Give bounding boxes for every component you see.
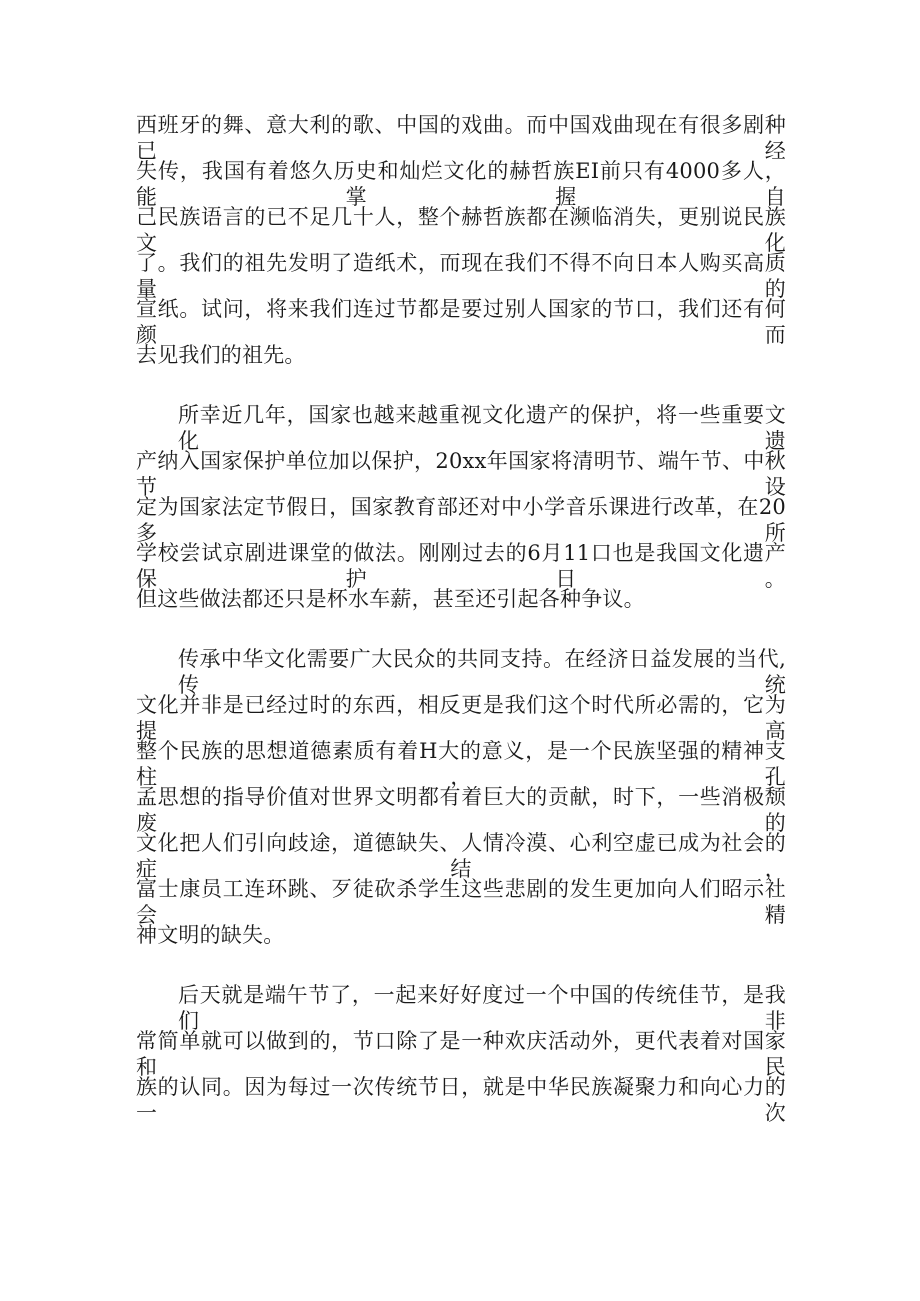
text-line: 文化把人们引向歧途，道德缺失、人情冷漠、心利空虚已成为社会的症结， — [136, 831, 786, 881]
text-line: 富士康员工连环跳、歹徒砍杀学生这些悲剧的发生更加向人们昭示社会精 — [136, 877, 786, 927]
text-line: 文化并非是已经过时的东西，相反更是我们这个时代所必需的，它为提高 — [136, 693, 786, 743]
paragraph-4 — [136, 982, 786, 1125]
text-line: 族的认同。因为每过一次传统节日，就是中华民族凝聚力和向心力的一次 — [136, 1075, 786, 1125]
text-line: 宣纸。试问，将来我们连过节都是要过别人国家的节口，我们还有何颜而 — [136, 297, 786, 347]
text-line: 己民族语言的已不足几十人，整个赫哲族都在濒临消失，更别说民族文化 — [136, 205, 786, 255]
text-line: 后天就是端午节了，一起来好好度过一个中国的传统佳节，是我们非 — [178, 983, 786, 1033]
text-line: 西班牙的舞、意大利的歌、中国的戏曲。而中国戏曲现在有很多剧种已经 — [136, 113, 786, 163]
text-line: 学校尝试京剧进课堂的做法。刚刚过去的6月11口也是我国文化遗产保护日。 — [136, 541, 786, 591]
paragraph-3 — [136, 646, 786, 948]
body-text — [136, 112, 786, 1125]
text-line: 定为国家法定节假日，国家教育部还对中小学音乐课进行改革，在20多所 — [136, 495, 786, 545]
text-line: 产纳入国家保护单位加以保护，20xx年国家将清明节、端午节、中秋节设 — [136, 449, 786, 499]
text-line: 传承中华文化需要广大民众的共同支持。在经济日益发展的当代,传统 — [178, 647, 786, 697]
paragraph-1 — [136, 112, 786, 368]
paragraph-2 — [136, 402, 786, 612]
text-line: 去见我们的祖先。 — [136, 343, 306, 367]
text-line: 但这些做法都还只是杯水车薪，甚至还引起各种争议。 — [136, 587, 645, 611]
text-line: 神文明的缺失。 — [136, 923, 285, 947]
text-line: 失传，我国有着悠久历史和灿烂文化的赫哲族EI前只有4000多人，能掌握自 — [136, 159, 786, 209]
text-line: 所幸近几年，国家也越来越重视文化遗产的保护，将一些重要文化遗 — [178, 403, 786, 453]
text-line: 常简单就可以做到的，节口除了是一种欢庆活动外，更代表着对国家和民 — [136, 1029, 786, 1079]
text-line: 整个民族的思想道德素质有着H大的意义，是一个民族坚强的精神支柱，孔 — [136, 739, 786, 789]
text-line: 孟思想的指导价值对世界文明都有着巨大的贡献，时下，一些消极颓废的 — [136, 785, 786, 835]
text-line: 了。我们的祖先发明了造纸术，而现在我们不得不向日本人购买高质量的 — [136, 251, 786, 301]
